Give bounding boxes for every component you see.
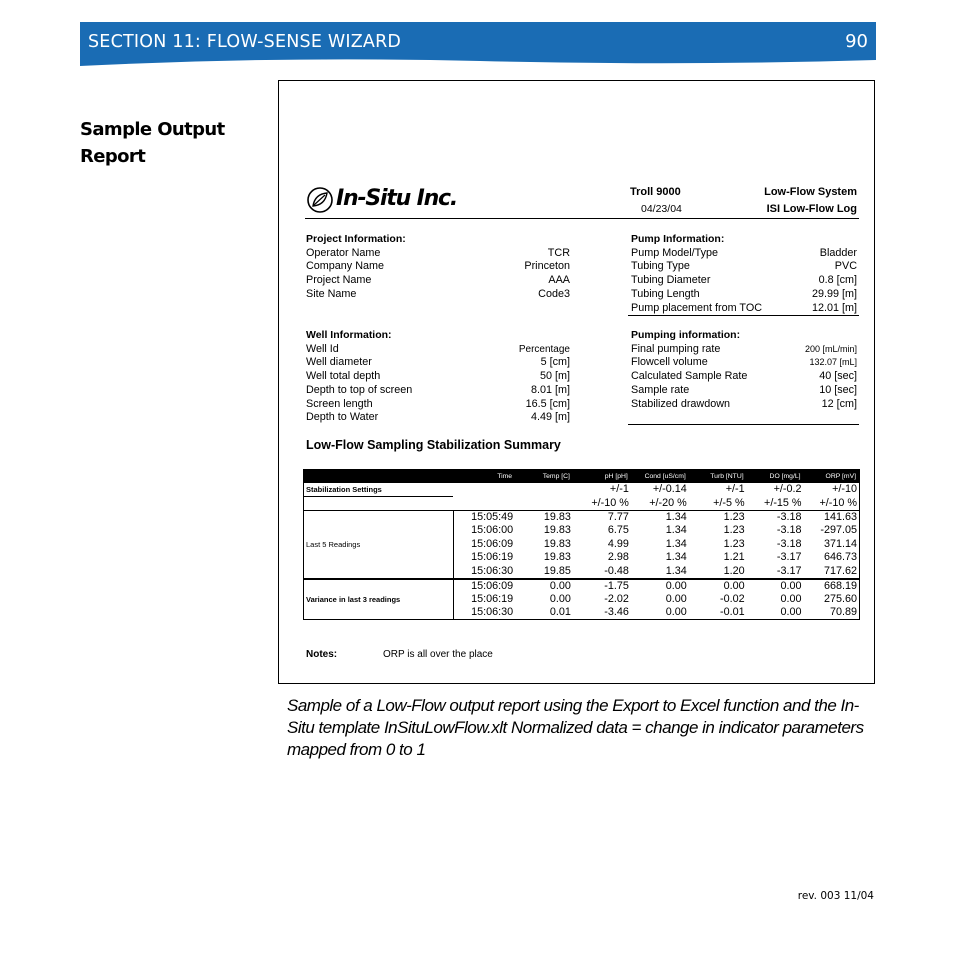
info-row: Flowcell volume 132.07 [mL] [631, 356, 857, 369]
project-info-heading: Project Information: [306, 233, 406, 245]
project-info [306, 233, 570, 302]
info-row: Tubing Type PVC [631, 260, 857, 273]
info-row: Project Name AAA [306, 274, 570, 287]
section-banner [80, 22, 876, 66]
info-row: Operator Name TCR [306, 246, 570, 259]
settings-label: Stabilization Settings [304, 483, 454, 497]
figure-caption: Sample of a Low-Flow output report using the Export to Excel function and the In-Situ template InSituLowFlow.xlt Normalized data = change in indicator parameters mapped from 0 to 1 [287, 696, 864, 759]
info-row: Pump Model/Type Bladder [631, 246, 857, 259]
info-row: Tubing Diameter 0.8 [cm] [631, 274, 857, 287]
readings-label: Last 5 Readings [304, 510, 454, 578]
info-row: Company Name Princeton [306, 260, 570, 273]
info-row: Depth to Water 4.49 [m] [306, 411, 570, 424]
info-row: Pump placement from TOC 12.01 [m] [631, 301, 857, 314]
leaf-logo-icon [306, 186, 334, 214]
instrument-name: Troll 9000 [630, 186, 681, 198]
table-row: 15:06:19 0.00 -2.02 0.00 -0.02 0.00 275.60 [471, 592, 857, 605]
column-header: ORP [mV] [804, 470, 860, 484]
table-row: Stabilization Settings +/-1 +/-0.14 +/-1 +/-0.2 +/-10 [304, 483, 860, 497]
pumping-info-heading: Pumping information: [631, 329, 741, 341]
column-header: Turb [NTU] [689, 470, 747, 484]
table-row: 15:06:00 19.83 6.75 1.34 1.23 -3.18 -297.05 [471, 524, 857, 537]
system-name: Low-Flow System [764, 186, 857, 198]
report-date: 04/23/04 [641, 203, 682, 215]
table-row: Last 5 Readings 15:05:49 19.83 7.77 1.34 1.23 -3.18 141.63 [304, 510, 860, 524]
side-heading-line1: Sample Output [80, 119, 225, 140]
pumping-info-rule [628, 424, 859, 425]
notes [306, 649, 493, 660]
info-row: Sample rate 10 [sec] [631, 383, 857, 396]
table-header-row [304, 470, 860, 484]
info-row: Site Name Code3 [306, 287, 570, 300]
table-row: 15:06:09 19.83 4.99 1.34 1.23 -3.18 371.14 [471, 537, 857, 550]
header-rule [305, 218, 859, 219]
side-heading [80, 116, 260, 170]
well-info-heading: Well Information: [306, 329, 392, 341]
info-row: Well Id Percentage [306, 342, 570, 355]
column-header: Time [453, 470, 515, 484]
sample-report [278, 80, 875, 684]
section-title: SECTION 11: FLOW-SENSE WIZARD [88, 32, 402, 52]
table-row: Variance in last 3 readings 15:06:09 0.00 -1.75 0.00 0.00 0.00 668.19 [304, 579, 860, 593]
info-row: Stabilized drawdown 12 [cm] [631, 397, 857, 410]
pumping-info [631, 329, 857, 411]
info-row: Final pumping rate 200 [mL/min] [631, 342, 857, 355]
variance-label: Variance in last 3 readings [304, 579, 454, 620]
column-header: pH [pH] [573, 470, 631, 484]
info-row: Screen length 16.5 [cm] [306, 397, 570, 410]
side-heading-line2: Report [80, 146, 146, 167]
table-row: 15:06:30 0.01 -3.46 0.00 -0.01 0.00 70.89 [471, 606, 857, 619]
summary-title: Low-Flow Sampling Stabilization Summary [306, 438, 561, 452]
pump-info-heading: Pump Information: [631, 233, 725, 245]
revision-label: rev. 003 11/04 [797, 890, 874, 902]
info-row: Well diameter 5 [cm] [306, 356, 570, 369]
notes-label: Notes: [306, 649, 338, 660]
info-row: Well total depth 50 [m] [306, 370, 570, 383]
column-header: Cond [uS/cm] [631, 470, 689, 484]
stabilization-table [303, 469, 860, 620]
column-header: Temp [C] [515, 470, 573, 484]
log-name: ISI Low-Flow Log [766, 203, 857, 215]
info-row: Depth to top of screen 8.01 [m] [306, 383, 570, 396]
table-row: +/-10 % +/-20 % +/-5 % +/-15 % +/-10 % [304, 497, 860, 511]
column-header: DO [mg/L] [747, 470, 804, 484]
pump-info-rule [628, 315, 859, 316]
pump-info [631, 233, 857, 315]
notes-text: ORP is all over the place [383, 649, 493, 660]
info-row: Calculated Sample Rate 40 [sec] [631, 370, 857, 383]
well-info [306, 329, 570, 425]
info-row: Tubing Length 29.99 [m] [631, 287, 857, 300]
table-row: 15:06:19 19.83 2.98 1.34 1.21 -3.17 646.73 [471, 551, 857, 564]
logo-wordmark: In-Situ Inc. [336, 186, 458, 211]
table-row: 15:06:30 19.85 -0.48 1.34 1.20 -3.17 717.62 [471, 564, 857, 577]
page-number: 90 [845, 31, 868, 52]
